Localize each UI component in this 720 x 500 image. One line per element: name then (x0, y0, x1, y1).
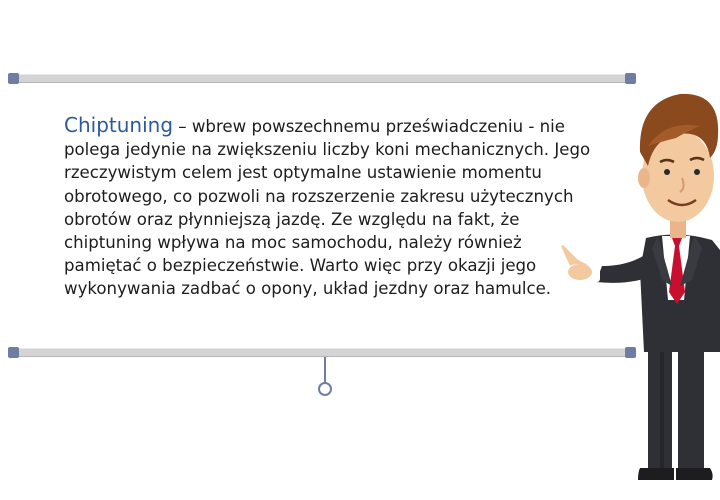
shoes (638, 468, 713, 480)
legs (648, 342, 704, 470)
rail-cap-top-left (8, 73, 19, 84)
pull-cord (324, 357, 326, 383)
head (638, 94, 718, 222)
neck (670, 220, 686, 238)
businessman-pointing-illustration (540, 80, 720, 485)
slide-text (64, 114, 604, 301)
pull-ring[interactable] (318, 382, 332, 396)
rail-cap-bottom-left (8, 347, 19, 358)
slide-body-text: – wbrew powszechnemu przeświadczeniu - nie polega jedynie na zwiększeniu liczby koni mechanicznych. Jego rzeczywistym celem jest optymalne ustawienie momentu obrotowego, co pozwoli na rozszerzenie zakresu użytecznych obrotów oraz płynniejszą jazdę. Ze względu na fakt, że chiptuning wpływa na moc samochodu, należy również pamiętać o bezpieczeństwie. Warto więc przy okazji jego wykonywania zadbać o opony, układ jezdny oraz hamulce. (64, 117, 591, 299)
keyword-chiptuning: Chiptuning (64, 113, 174, 137)
